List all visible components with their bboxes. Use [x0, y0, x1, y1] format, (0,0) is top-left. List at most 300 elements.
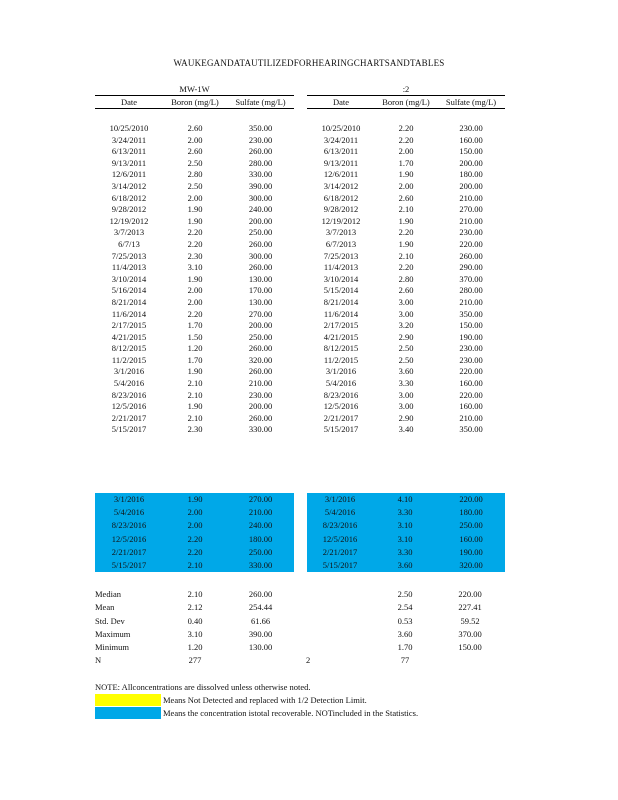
cell-date: 11/4/2013 — [323, 262, 359, 273]
cell-boron: 2.00 — [187, 507, 203, 518]
highlight-row — [95, 506, 294, 519]
cell-date: 7/25/2013 — [111, 250, 147, 261]
highlight-row — [95, 493, 294, 506]
table-row — [95, 343, 294, 355]
cell-date: 6/13/2011 — [111, 146, 147, 157]
cell-boron: 2.80 — [187, 169, 203, 180]
cell-date: 11/6/2014 — [111, 308, 147, 319]
cell-date: 8/12/2015 — [323, 343, 359, 354]
stat-value: 2.54 — [397, 602, 413, 613]
cell-date: 3/14/2012 — [111, 180, 147, 191]
stat-value — [306, 641, 334, 654]
cell-sulfate: 220.00 — [459, 389, 483, 400]
table-row — [95, 251, 294, 263]
cell-date: 6/13/2011 — [323, 146, 359, 157]
table-row — [95, 309, 294, 321]
highlight-row — [307, 506, 373, 519]
cell-date: 6/18/2012 — [111, 192, 147, 203]
cell-sulfate: 330.00 — [248, 424, 273, 435]
table-row — [307, 274, 505, 286]
table-row — [95, 413, 294, 425]
table-row — [307, 146, 505, 158]
table-row — [95, 285, 294, 297]
table-row — [307, 181, 505, 193]
stat-value: 130.00 — [248, 642, 273, 653]
cell-boron: 2.10 — [398, 250, 414, 261]
cell-boron: 2.20 — [398, 134, 414, 145]
well-id-left: MW-1W — [179, 84, 210, 94]
cell-date: 11/4/2013 — [111, 262, 147, 273]
cell-sulfate: 160.00 — [459, 378, 483, 389]
cell-boron: 2.00 — [398, 180, 414, 191]
cell-date: 5/15/2017 — [111, 424, 147, 435]
cell-boron: 1.90 — [187, 494, 203, 504]
stat-row-std-dev — [95, 615, 515, 628]
cell-sulfate: 270.00 — [248, 494, 273, 504]
stat-value — [227, 654, 294, 667]
cell-date: 12/6/2011 — [111, 169, 147, 180]
cell-date: 8/23/2016 — [323, 389, 359, 400]
cell-date: 5/4/2016 — [113, 378, 145, 389]
table-row — [307, 309, 505, 321]
stat-value: 2 — [306, 655, 311, 666]
cell-date: 9/13/2011 — [111, 157, 147, 168]
cell-sulfate: 160.00 — [459, 401, 483, 412]
table-row — [307, 285, 505, 297]
cell-boron: 3.10 — [187, 262, 203, 273]
table-row — [95, 366, 294, 378]
cell-boron: 2.20 — [398, 227, 414, 238]
stat-label: Mean — [95, 602, 115, 613]
cell-boron: 3.00 — [398, 308, 414, 319]
cell-date: 9/28/2012 — [111, 204, 147, 215]
legend-yellow — [95, 694, 453, 706]
cell-sulfate: 230.00 — [248, 134, 273, 145]
highlight-row — [307, 493, 373, 506]
table-row — [307, 320, 505, 332]
cell-sulfate: 260.00 — [248, 366, 273, 377]
table-row — [307, 204, 505, 216]
stat-value: 370.00 — [458, 628, 482, 639]
cell-date: 12/19/2012 — [109, 215, 149, 226]
cell-boron: 3.30 — [398, 378, 414, 389]
stat-row-maximum — [95, 628, 515, 641]
cell-boron: 1.90 — [398, 215, 414, 226]
cell-boron: 2.00 — [187, 520, 203, 531]
cell-sulfate: 190.00 — [459, 546, 483, 557]
cell-boron: 2.10 — [187, 559, 203, 570]
cell-date: 8/21/2014 — [323, 296, 359, 307]
header-boron-left: Boron (mg/L) — [171, 97, 219, 107]
table-row — [95, 181, 294, 193]
cell-boron: 2.10 — [187, 389, 203, 400]
cell-date: 5/4/2016 — [324, 507, 356, 518]
table-row — [95, 332, 294, 344]
table-row — [95, 123, 294, 135]
cell-boron: 2.60 — [187, 123, 203, 133]
table-row — [95, 390, 294, 402]
cell-date: 8/12/2015 — [111, 343, 147, 354]
cell-date: 12/5/2016 — [111, 533, 147, 544]
highlight-row — [95, 519, 294, 532]
legend-blue — [95, 707, 453, 720]
cell-date: 2/21/2017 — [322, 546, 358, 557]
note-text: NOTE: Allconcentrations are dissolved unless otherwise noted. — [95, 682, 311, 692]
cell-date: 3/14/2012 — [323, 180, 359, 191]
table-row — [307, 343, 505, 355]
cell-boron: 3.40 — [398, 424, 414, 435]
cell-boron: 2.00 — [398, 146, 414, 157]
cell-sulfate: 170.00 — [248, 285, 273, 296]
cell-boron: 2.60 — [398, 285, 414, 296]
cell-date: 12/19/2012 — [321, 215, 361, 226]
highlight-row — [373, 493, 505, 506]
cell-boron: 2.20 — [398, 262, 414, 273]
cell-sulfate: 210.00 — [459, 296, 483, 307]
cell-boron: 3.60 — [398, 366, 414, 377]
cell-sulfate: 280.00 — [459, 285, 483, 296]
stat-label: Std. Dev — [95, 615, 125, 626]
cell-sulfate: 260.00 — [459, 250, 483, 261]
table-row — [95, 135, 294, 147]
legend-text-blue: Means the concentration istotal recoverable. NOTincluded in the Statistics. — [163, 708, 419, 718]
cell-date: 8/21/2014 — [111, 296, 147, 307]
header-sulfate-left: Sulfate (mg/L) — [235, 97, 286, 107]
highlight-block-right-values — [373, 493, 505, 572]
legend-swatch-blue — [95, 707, 161, 719]
cell-sulfate: 180.00 — [248, 533, 273, 544]
cell-sulfate: 260.00 — [248, 146, 273, 157]
stat-value: 59.52 — [460, 615, 480, 626]
stat-value: 61.66 — [250, 615, 271, 626]
cell-sulfate: 240.00 — [248, 520, 273, 531]
cell-sulfate: 260.00 — [248, 343, 273, 354]
cell-date: 11/2/2015 — [323, 354, 359, 365]
cell-boron: 2.00 — [187, 296, 203, 307]
table-row — [307, 239, 505, 251]
stat-value: 150.00 — [458, 642, 482, 653]
cell-sulfate: 210.00 — [459, 192, 483, 203]
highlight-row — [373, 533, 505, 546]
cell-date: 6/7/13 — [118, 238, 140, 249]
stat-value: 2.10 — [187, 589, 203, 599]
table-row — [307, 251, 505, 263]
cell-boron: 3.30 — [397, 546, 413, 557]
table-row — [307, 193, 505, 205]
cell-sulfate: 130.00 — [248, 296, 273, 307]
cell-boron: 2.30 — [187, 424, 203, 435]
cell-sulfate: 150.00 — [459, 146, 483, 157]
table-row — [307, 227, 505, 239]
highlight-row — [373, 546, 505, 559]
table-row — [307, 262, 505, 274]
table-row — [307, 413, 505, 425]
cell-boron: 3.10 — [397, 520, 413, 531]
stat-value: 2.12 — [187, 602, 203, 613]
cell-boron: 1.90 — [187, 273, 203, 284]
cell-boron: 1.50 — [187, 331, 203, 342]
stat-value: 1.20 — [187, 642, 203, 653]
table-row — [95, 204, 294, 216]
cell-sulfate: 250.00 — [248, 227, 273, 238]
cell-date: 5/15/2017 — [111, 559, 147, 570]
cell-boron: 2.30 — [187, 250, 203, 261]
cell-sulfate: 260.00 — [248, 238, 273, 249]
cell-boron: 2.00 — [187, 192, 203, 203]
cell-boron: 2.90 — [398, 331, 414, 342]
stat-value — [306, 615, 334, 628]
stat-value: 0.40 — [187, 615, 203, 626]
data-rows-left — [95, 123, 294, 436]
stat-value: 77 — [400, 655, 410, 666]
cell-sulfate: 320.00 — [248, 354, 273, 365]
cell-date: 11/6/2014 — [323, 308, 359, 319]
cell-date: 3/1/2016 — [113, 494, 145, 504]
stat-value: 254.44 — [248, 602, 273, 613]
cell-sulfate: 270.00 — [248, 308, 273, 319]
stat-row-median — [95, 588, 515, 601]
cell-date: 3/24/2011 — [111, 134, 147, 145]
stat-value: 227.41 — [458, 602, 482, 613]
table-row — [307, 135, 505, 147]
cell-date: 5/4/2016 — [113, 507, 145, 518]
stat-value: 277 — [188, 655, 202, 666]
cell-sulfate: 300.00 — [248, 192, 273, 203]
cell-date: 2/17/2015 — [323, 320, 359, 331]
cell-sulfate: 210.00 — [248, 507, 273, 518]
table-row — [307, 366, 505, 378]
cell-boron: 3.20 — [398, 320, 414, 331]
cell-date: 3/10/2014 — [323, 273, 359, 284]
table-row — [307, 401, 505, 413]
stat-value: 390.00 — [248, 628, 273, 639]
cell-boron: 2.60 — [398, 192, 414, 203]
cell-boron: 1.90 — [187, 401, 203, 412]
header-boron-right: Boron (mg/L) — [382, 97, 430, 107]
stat-label: Minimum — [95, 642, 130, 653]
cell-date: 3/1/2016 — [325, 366, 357, 377]
cell-boron: 2.10 — [398, 204, 414, 215]
cell-date: 10/25/2010 — [109, 123, 149, 133]
cell-boron: 3.00 — [398, 296, 414, 307]
cell-sulfate: 200.00 — [248, 401, 273, 412]
table-row — [307, 332, 505, 344]
column-headers-right — [307, 96, 505, 109]
cell-date: 8/23/2016 — [111, 520, 147, 531]
cell-sulfate: 200.00 — [248, 320, 273, 331]
cell-sulfate: 230.00 — [459, 354, 483, 365]
cell-date: 2/21/2017 — [323, 412, 359, 423]
stat-label: Maximum — [95, 628, 131, 639]
cell-boron: 2.20 — [187, 238, 203, 249]
stat-label: Median — [95, 589, 121, 599]
cell-sulfate: 250.00 — [248, 331, 273, 342]
highlight-row — [373, 519, 505, 532]
cell-sulfate: 160.00 — [459, 134, 483, 145]
stat-value — [306, 588, 334, 601]
cell-sulfate: 180.00 — [459, 507, 483, 518]
highlight-row — [307, 559, 373, 572]
stat-value — [306, 601, 334, 614]
statistics-table — [95, 588, 515, 668]
cell-sulfate: 190.00 — [459, 331, 483, 342]
cell-sulfate: 230.00 — [459, 227, 483, 238]
cell-date: 12/5/2016 — [111, 401, 147, 412]
cell-boron: 2.50 — [187, 180, 203, 191]
cell-sulfate: 350.00 — [459, 308, 483, 319]
cell-sulfate: 290.00 — [459, 262, 483, 273]
cell-boron: 1.70 — [398, 157, 414, 168]
highlight-block-right-date — [307, 493, 373, 572]
table-row — [95, 158, 294, 170]
cell-date: 6/7/2013 — [325, 238, 357, 249]
cell-date: 3/1/2016 — [324, 494, 356, 504]
header-sulfate-right: Sulfate (mg/L) — [445, 97, 497, 107]
cell-boron: 1.90 — [187, 215, 203, 226]
cell-date: 8/23/2016 — [322, 520, 358, 531]
cell-sulfate: 350.00 — [248, 123, 273, 133]
cell-boron: 1.90 — [398, 238, 414, 249]
cell-date: 2/21/2017 — [111, 546, 147, 557]
stat-value: 260.00 — [248, 589, 273, 599]
stat-value — [436, 654, 504, 667]
stat-value: 2.50 — [397, 589, 413, 599]
cell-sulfate: 220.00 — [459, 366, 483, 377]
cell-boron: 2.00 — [187, 285, 203, 296]
cell-date: 3/1/2016 — [113, 366, 145, 377]
cell-date: 5/15/2017 — [322, 559, 358, 570]
stat-row-n — [95, 654, 515, 667]
cell-date: 5/4/2016 — [325, 378, 357, 389]
highlight-row — [95, 546, 294, 559]
cell-date: 5/15/2017 — [323, 424, 359, 435]
table-row — [95, 193, 294, 205]
cell-date: 2/17/2015 — [111, 320, 147, 331]
cell-sulfate: 210.00 — [459, 215, 483, 226]
cell-sulfate: 260.00 — [248, 412, 273, 423]
cell-sulfate: 150.00 — [459, 320, 483, 331]
legend-text-yellow: Means Not Detected and replaced with 1/2 Detection Limit. — [163, 695, 367, 705]
highlight-row — [95, 533, 294, 546]
legend-swatch-yellow — [95, 694, 161, 706]
page-title: WAUKEGANDATAUTILIZEDFORHEARINGCHARTSANDTABLES — [173, 58, 445, 68]
cell-sulfate: 250.00 — [248, 546, 273, 557]
cell-sulfate: 230.00 — [459, 343, 483, 354]
highlight-row — [307, 546, 373, 559]
cell-sulfate: 210.00 — [459, 412, 483, 423]
data-rows-right — [307, 123, 505, 436]
cell-boron: 2.20 — [187, 308, 203, 319]
cell-sulfate: 350.00 — [459, 424, 483, 435]
cell-boron: 1.20 — [187, 343, 203, 354]
cell-sulfate: 390.00 — [248, 180, 273, 191]
cell-boron: 3.00 — [398, 401, 414, 412]
highlight-row — [373, 506, 505, 519]
table-row — [307, 123, 505, 135]
table-row — [307, 390, 505, 402]
stat-label: N — [95, 655, 102, 666]
table-row — [95, 297, 294, 309]
cell-boron: 1.70 — [187, 354, 203, 365]
stat-value: 3.10 — [187, 628, 203, 639]
well-group-right — [307, 84, 505, 436]
highlight-row — [307, 519, 373, 532]
stat-value: 1.70 — [397, 642, 413, 653]
table-row — [95, 216, 294, 228]
cell-date: 9/13/2011 — [323, 157, 359, 168]
cell-date: 3/7/2013 — [113, 227, 145, 238]
table-row — [95, 262, 294, 274]
table-row — [307, 378, 505, 390]
table-row — [95, 320, 294, 332]
highlight-row — [95, 559, 294, 572]
cell-sulfate: 330.00 — [248, 559, 273, 570]
table-row — [307, 297, 505, 309]
cell-date: 12/6/2011 — [323, 169, 359, 180]
cell-boron: 3.00 — [398, 389, 414, 400]
cell-date: 12/5/2016 — [323, 401, 359, 412]
cell-date: 3/7/2013 — [325, 227, 357, 238]
cell-sulfate: 130.00 — [248, 273, 273, 284]
table-row — [95, 146, 294, 158]
cell-date: 12/5/2016 — [322, 533, 358, 544]
well-group-left — [95, 84, 294, 436]
cell-boron: 2.90 — [398, 412, 414, 423]
table-row — [95, 169, 294, 181]
cell-sulfate: 270.00 — [459, 204, 483, 215]
stat-value — [306, 628, 334, 641]
cell-boron: 2.80 — [398, 273, 414, 284]
cell-boron: 2.50 — [398, 354, 414, 365]
column-headers-left — [95, 96, 294, 109]
table-row — [307, 216, 505, 228]
cell-date: 4/21/2015 — [111, 331, 147, 342]
cell-sulfate: 280.00 — [248, 157, 273, 168]
cell-boron: 4.10 — [397, 494, 413, 504]
cell-date: 9/28/2012 — [323, 204, 359, 215]
cell-boron: 1.90 — [398, 169, 414, 180]
highlight-row — [307, 533, 373, 546]
cell-boron: 2.20 — [187, 546, 203, 557]
cell-boron: 2.20 — [187, 227, 203, 238]
table-row — [95, 401, 294, 413]
cell-date: 5/16/2014 — [111, 285, 147, 296]
stat-row-mean — [95, 601, 515, 614]
cell-sulfate: 200.00 — [248, 215, 273, 226]
table-row — [307, 158, 505, 170]
cell-sulfate: 200.00 — [459, 180, 483, 191]
cell-sulfate: 160.00 — [459, 533, 483, 544]
cell-boron: 1.70 — [187, 320, 203, 331]
cell-sulfate: 220.00 — [459, 238, 483, 249]
cell-boron: 2.20 — [398, 123, 414, 133]
cell-date: 2/21/2017 — [111, 412, 147, 423]
cell-date: 11/2/2015 — [111, 354, 147, 365]
cell-sulfate: 230.00 — [459, 123, 483, 133]
well-id-right: :2 — [402, 84, 410, 94]
cell-date: 4/21/2015 — [323, 331, 359, 342]
stat-value: 220.00 — [458, 589, 482, 599]
table-row — [95, 227, 294, 239]
table-row — [307, 424, 505, 436]
cell-boron: 2.60 — [187, 146, 203, 157]
cell-date: 3/10/2014 — [111, 273, 147, 284]
cell-boron: 2.10 — [187, 412, 203, 423]
cell-sulfate: 330.00 — [248, 169, 273, 180]
cell-date: 8/23/2016 — [111, 389, 147, 400]
cell-sulfate: 210.00 — [248, 378, 273, 389]
cell-sulfate: 300.00 — [248, 250, 273, 261]
